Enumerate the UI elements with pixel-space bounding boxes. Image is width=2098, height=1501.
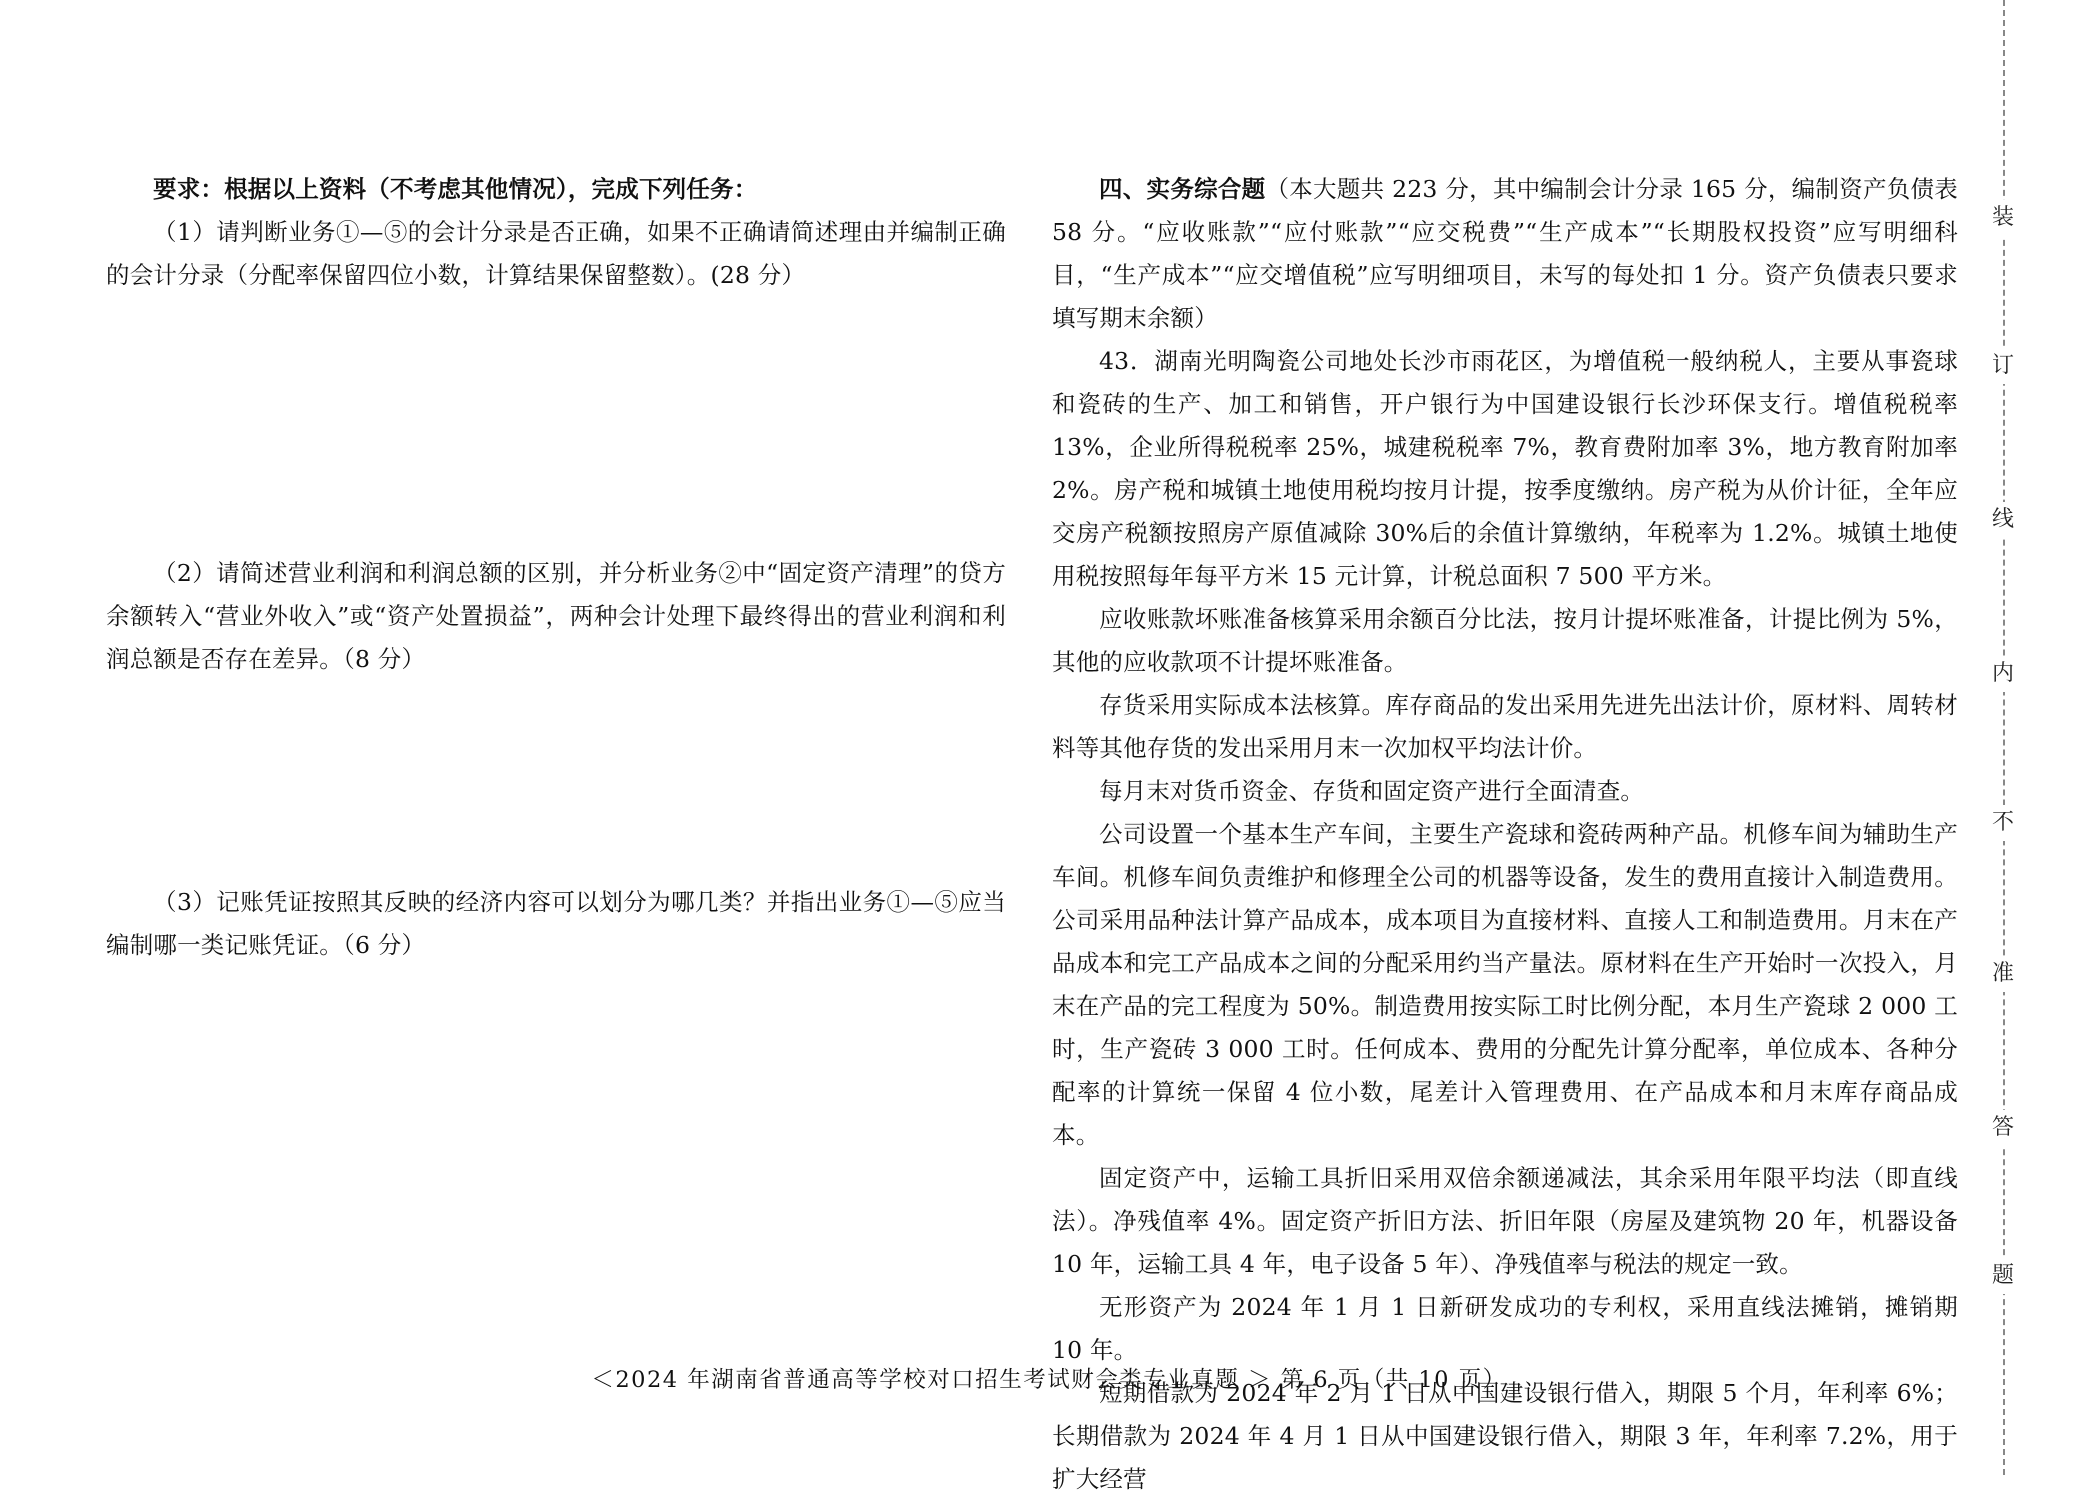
binding-char-3: 线: [1985, 502, 2021, 538]
paragraph-inspection: 每月末对货币资金、存货和固定资产进行全面清查。: [1099, 777, 1645, 805]
binding-char-5: 不: [1985, 805, 2021, 841]
section-title: 四、实务综合题: [1099, 175, 1266, 203]
paragraph-bad-debt: 应收账款坏账准备核算采用余额百分比法，按月计提坏账准备，计提比例为 5%，其他的应收款项不计提坏账准备。: [1052, 605, 1958, 676]
paragraph-intangible: 无形资产为 2024 年 1 月 1 日新研发成功的专利权，采用直线法摊销，摊销期 10 年。: [1052, 1293, 1958, 1364]
binding-char-4: 内: [1985, 656, 2021, 692]
task-1: （1）请判断业务①—⑤的会计分录是否正确，如果不正确请简述理由并编制正确的会计分录（分配率保留四位小数，计算结果保留整数）。(28 分）: [106, 218, 1006, 289]
binding-char-7: 答: [1985, 1110, 2021, 1146]
binding-char-8: 题: [1985, 1258, 2021, 1294]
requirement-heading: 要求：根据以上资料（不考虑其他情况），完成下列任务：: [153, 175, 758, 203]
left-column: [106, 168, 1006, 967]
paragraph-production: 公司设置一个基本生产车间，主要生产瓷球和瓷砖两种产品。机修车间为辅助生产车间。机修车间负责维护和修理全公司的机器等设备，发生的费用直接计入制造费用。公司采用品种法计算产品成本，成本项目为直接材料、直接人工和制造费用。月末在产品成本和完工产品成本之间的分配采用约当产量法。原材料在生产开始时一次投入，月末在产品的完工程度为 50%。制造费用按实际工时比例分配，本月生产瓷球 2 000 工时，生产瓷砖 3 000 工时。任何成本、费用的分配先计算分配率，单位成本、各种分配率的计算统一保留 4 位小数，尾差计入管理费用、在产品成本和月末库存商品成本。: [1052, 820, 1958, 1149]
right-column: [1052, 168, 1958, 1501]
page-footer: ＜2024 年湖南省普通高等学校对口招生考试财会类专业真题 ＞ 第 6 页（共 10 页）: [591, 1367, 1507, 1393]
section-intro: [1052, 168, 1958, 340]
task-3: （3）记账凭证按照其反映的经济内容可以划分为哪几类？并指出业务①—⑤应当编制哪一类记账凭证。（6 分）: [106, 888, 1006, 959]
task-2: （2）请简述营业利润和利润总额的区别，并分析业务②中“固定资产清理”的贷方余额转入“营业外收入”或“资产处置损益”，两种会计处理下最终得出的营业利润和利润总额是否存在差异。（8 分）: [106, 559, 1006, 673]
section-description: （本大题共 223 分，其中编制会计分录 165 分，编制资产负债表 58 分。“应收账款”“应付账款”“应交税费”“生产成本”“长期股权投资”应写明细科目，“生产成本”“应交增值税”应写明细项目，未写的每处扣 1 分。资产负债表只要求填写期末余额）: [1052, 175, 1959, 332]
paragraph-inventory: 存货采用实际成本法核算。库存商品的发出采用先进先出法计价，原材料、周转材料等其他存货的发出采用月末一次加权平均法计价。: [1052, 691, 1958, 762]
paragraph-loans: 短期借款为 2024 年 2 月 1 日从中国建设银行借入，期限 5 个月，年利率 6%；长期借款为 2024 年 4 月 1 日从中国建设银行借入，期限 3 年，年利率 7.2%，用于扩大经营: [1052, 1379, 1958, 1493]
paragraph-fixed-assets: 固定资产中，运输工具折旧采用双倍余额递减法，其余采用年限平均法（即直线法）。净残值率 4%。固定资产折旧方法、折旧年限（房屋及建筑物 20 年，机器设备 10 年，运输工具 4 年，电子设备 5 年）、净残值率与税法的规定一致。: [1052, 1164, 1958, 1278]
binding-char-1: 装: [1985, 200, 2021, 236]
paragraph-company: 43．湖南光明陶瓷公司地处长沙市雨花区，为增值税一般纳税人，主要从事瓷球和瓷砖的生产、加工和销售，开户银行为中国建设银行长沙环保支行。增值税税率 13%，企业所得税税率 25%，城建税税率 7%，教育费附加率 3%，地方教育附加率 2%。房产税和城镇土地使用税均按月计提，按季度缴纳。房产税为从价计征，全年应交房产税额按照房产原值减除 30%后的余值计算缴纳，年税率为 1.2%。城镇土地使用税按照每年每平方米 15 元计算，计税总面积 7 500 平方米。: [1052, 347, 1958, 590]
binding-char-6: 准: [1985, 956, 2021, 992]
binding-char-2: 订: [1985, 348, 2021, 384]
